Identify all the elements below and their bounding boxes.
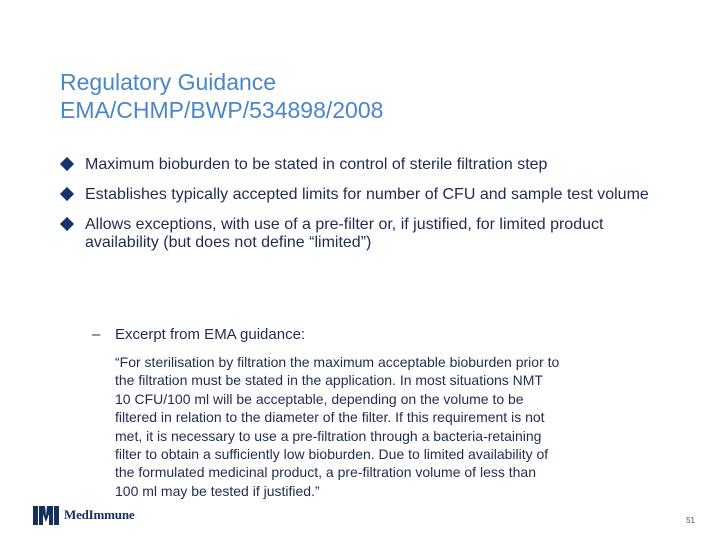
quote-line: “For sterilisation by filtration the maximum acceptable bioburden prior to <box>115 354 560 370</box>
sub-point-heading-text: Excerpt from EMA guidance: <box>115 326 306 343</box>
bullet-text: Maximum bioburden to be stated in control of sterile filtration step <box>85 156 548 173</box>
diamond-bullet-icon <box>60 217 74 231</box>
bullet-item <box>60 156 660 174</box>
quote-line: 10 CFU/100 ml will be acceptable, depending on the volume to be <box>115 390 524 407</box>
sub-point <box>92 326 672 500</box>
bullet-item <box>60 216 660 252</box>
bullet-text: Establishes typically accepted limits for number of CFU and sample test volume <box>85 186 649 203</box>
quote-line: 100 ml may be tested if justified.” <box>115 482 320 499</box>
dash-bullet-icon: – <box>92 326 101 343</box>
medimmune-logo <box>33 505 134 525</box>
logo-wordmark: MedImmune <box>64 507 135 522</box>
diamond-bullet-icon <box>60 157 74 171</box>
bullet-list <box>60 156 660 264</box>
slide-title-line-2: EMA/CHMP/BWP/534898/2008 <box>60 97 384 123</box>
diamond-bullet-icon <box>60 187 74 201</box>
quote-line: the formulated medicinal product, a pre-filtration volume of less than <box>115 464 536 481</box>
bullet-text: Allows exceptions, with use of a pre-filter or, if justified, for limited product availability (but does not define “limited”) <box>85 216 604 251</box>
slide-title <box>60 68 680 124</box>
quote-line: filtered in relation to the diameter of the filter. If this requirement is not <box>115 409 545 426</box>
quote-line: filter to obtain a sufficiently low bioburden. Due to limited availability of <box>115 446 549 463</box>
quote-line: the filtration must be stated in the application. In most situations NMT <box>115 372 543 389</box>
guidance-quote <box>92 353 672 500</box>
quote-line: met, it is necessary to use a pre-filtration through a bacteria-retaining <box>115 427 542 444</box>
bullet-item <box>60 186 660 204</box>
slide-title-line-1: Regulatory Guidance <box>60 69 277 95</box>
medimmune-logo-icon <box>33 506 59 525</box>
sub-point-heading <box>92 326 672 344</box>
page-number: 51 <box>686 516 695 525</box>
